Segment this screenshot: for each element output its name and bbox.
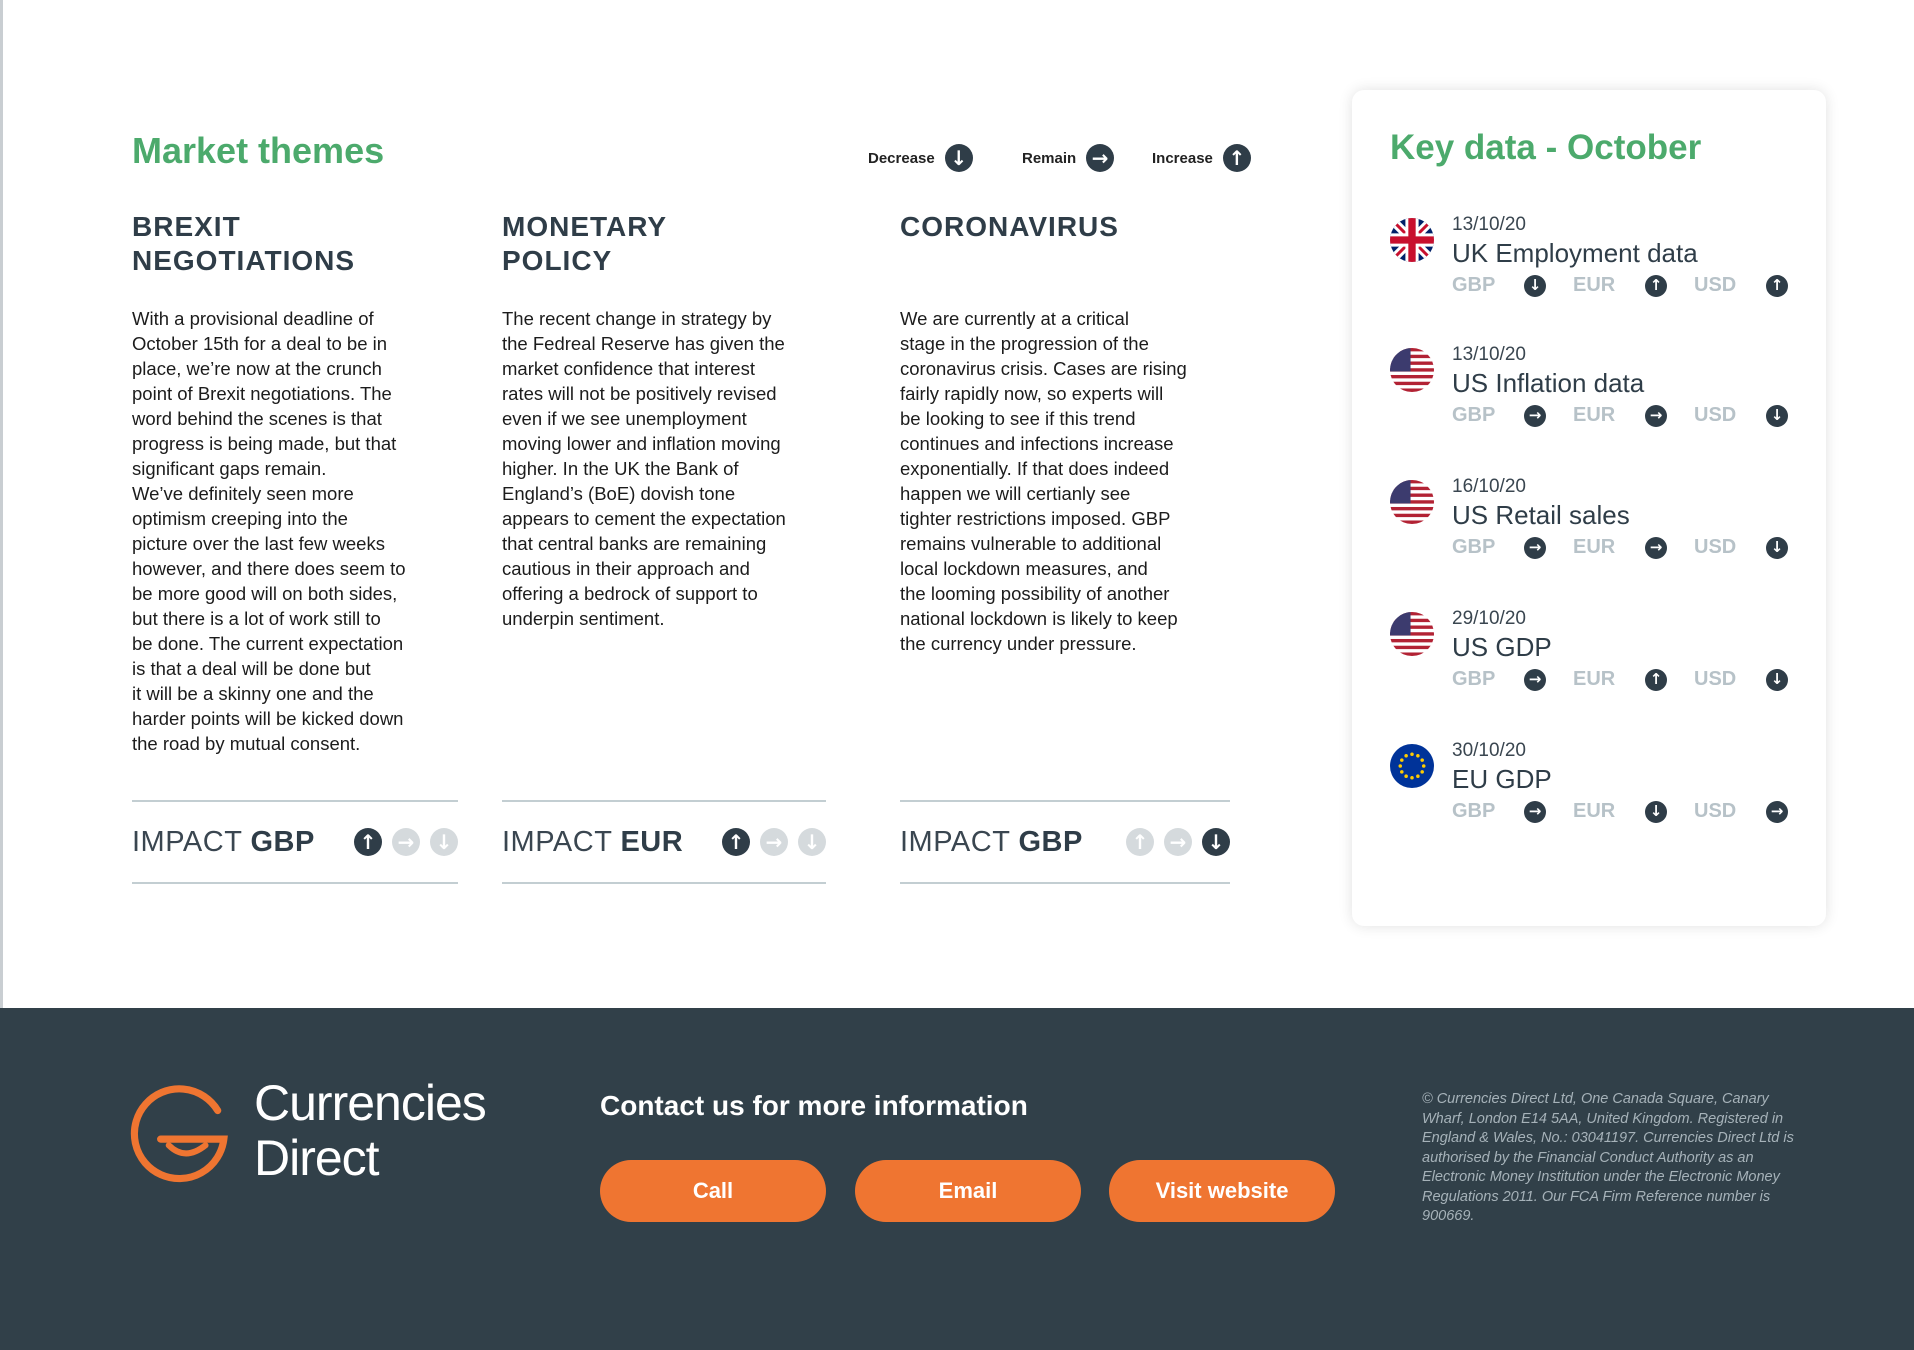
key-data-item: [1390, 740, 1810, 850]
theme-body-coronavirus: We are currently at a critical stage in the progression of the coronavirus crisis. Cases are rising fairly rapidly now, so experts will be looking to see if this trend continues and infections increase exponentially. If that does indeed happen we will certianly see tighter restrictions imposed. GBP remains vulnerable to additional local lockdown measures, and the looming possibility of another national lockdown is likely to keep the currency under pressure.: [900, 308, 1187, 654]
eu-flag-icon: [1390, 744, 1434, 788]
key-data-item: [1390, 608, 1810, 718]
impact-label: IMPACT GBP: [132, 825, 315, 858]
impact-row-coronavirus: [900, 800, 1230, 884]
theme-title: CORONAVIRUS: [900, 211, 1119, 242]
arrow-up-icon: ↑: [722, 828, 750, 856]
key-data-card: [1352, 90, 1826, 926]
us-flag-icon: [1390, 612, 1434, 656]
arrow-right-icon: →: [1766, 801, 1788, 823]
currencies-direct-logo: [130, 1076, 530, 1186]
key-data-date: 30/10/20: [1452, 740, 1526, 761]
key-data-name: UK Employment data: [1452, 238, 1698, 268]
key-data-currencies: GBP → EUR → USD ↓: [1452, 536, 1815, 559]
theme-coronavirus: [900, 210, 1119, 244]
arrow-down-icon: ↓: [430, 828, 458, 856]
arrow-down-icon: ↓: [1524, 275, 1546, 297]
theme-body-monetary-policy: The recent change in strategy by the Fedreal Reserve has given the market confidence that interest rates will not be positively revised even if we see unemployment moving lower and inflation moving higher. In the UK the Bank of England’s (BoE) dovish tone appears to cement the expectation that central banks are remaining cautious in their approach and offering a bedrock of support to underpin sentiment.: [502, 308, 786, 629]
key-data-currencies: GBP → EUR → USD ↓: [1452, 404, 1815, 427]
email-button[interactable]: Email: [855, 1160, 1081, 1222]
call-button[interactable]: Call: [600, 1160, 826, 1222]
theme-body-brexit: With a provisional deadline of October 15th for a deal to be in place, we’re now at the crunch point of Brexit negotiations. The word behind the scenes is that progress is being made, but that significant gaps remain. We’ve definitely seen more optimism creeping into the picture over the last few weeks however, and there does seem to be more good will on both sides, but there is a lot of work still to be done. The current expectation is that a deal will be done but it will be a skinny one and the harder points will be kicked down the road by mutual consent.: [132, 308, 406, 754]
arrow-up-icon: ↑: [1126, 828, 1154, 856]
theme-title: BREXIT NEGOTIATIONS: [132, 211, 356, 276]
uk-flag-icon: [1390, 218, 1434, 262]
key-data-date: 13/10/20: [1452, 214, 1526, 235]
key-data-name: EU GDP: [1452, 764, 1552, 794]
us-flag-icon: [1390, 348, 1434, 392]
arrow-up-icon: ↑: [1223, 144, 1251, 172]
key-data-item: [1390, 344, 1810, 454]
arrow-up-icon: ↑: [354, 828, 382, 856]
arrow-down-icon: ↓: [1766, 405, 1788, 427]
key-data-title: Key data - October: [1390, 128, 1702, 167]
arrow-down-icon: ↓: [1766, 537, 1788, 559]
arrow-right-icon: →: [760, 828, 788, 856]
arrow-right-icon: →: [1524, 801, 1546, 823]
impact-label: IMPACT GBP: [900, 825, 1083, 858]
key-data-date: 29/10/20: [1452, 608, 1526, 629]
impact-row-brexit: [132, 800, 458, 884]
theme-title: MONETARY POLICY: [502, 211, 668, 276]
arrow-right-icon: →: [1645, 537, 1667, 559]
logo-mark-icon: [130, 1082, 232, 1184]
legend-remain: [1022, 142, 1114, 174]
key-data-name: US GDP: [1452, 632, 1552, 662]
legend-remain-label: Remain: [1022, 149, 1077, 167]
theme-brexit: [132, 210, 355, 278]
arrow-down-icon: ↓: [1645, 801, 1667, 823]
arrow-up-icon: ↑: [1766, 275, 1788, 297]
key-data-date: 16/10/20: [1452, 476, 1526, 497]
arrow-right-icon: →: [1645, 405, 1667, 427]
key-data-date: 13/10/20: [1452, 344, 1526, 365]
impact-icons: [722, 828, 826, 856]
legend-decrease-label: Decrease: [868, 149, 935, 167]
key-data-item: [1390, 214, 1810, 324]
key-data-currencies: GBP → EUR ↑ USD ↓: [1452, 668, 1815, 691]
arrow-down-icon: ↓: [798, 828, 826, 856]
market-themes-title: Market themes: [132, 130, 385, 171]
visit-website-button[interactable]: Visit website: [1109, 1160, 1335, 1222]
arrow-up-icon: ↑: [1645, 275, 1667, 297]
arrow-right-icon: →: [1524, 405, 1546, 427]
impact-row-monetary-policy: [502, 800, 826, 884]
arrow-right-icon: →: [1524, 537, 1546, 559]
key-data-currencies: GBP → EUR ↓ USD →: [1452, 800, 1815, 823]
arrow-down-icon: ↓: [1766, 669, 1788, 691]
arrow-right-icon: →: [1524, 669, 1546, 691]
page-edge-line: [0, 0, 3, 1008]
arrow-right-icon: →: [1164, 828, 1192, 856]
logo-text: Currencies Direct: [254, 1075, 486, 1186]
arrow-right-icon: →: [1086, 144, 1114, 172]
contact-title: Contact us for more information: [600, 1090, 1028, 1121]
impact-icons: [354, 828, 458, 856]
key-data-currencies: GBP ↓ EUR ↑ USD ↑: [1452, 274, 1815, 297]
arrow-right-icon: →: [392, 828, 420, 856]
legend-increase-label: Increase: [1152, 149, 1213, 167]
theme-monetary-policy: [502, 210, 667, 278]
arrow-down-icon: ↓: [1202, 828, 1230, 856]
impact-icons: [1126, 828, 1230, 856]
arrow-down-icon: ↓: [945, 144, 973, 172]
key-data-name: US Inflation data: [1452, 368, 1645, 398]
legend-decrease: [868, 142, 973, 174]
footer: [0, 1008, 1914, 1350]
key-data-item: [1390, 476, 1810, 586]
impact-label: IMPACT EUR: [502, 825, 684, 858]
legal-text: © Currencies Direct Ltd, One Canada Square, Canary Wharf, London E14 5AA, United Kingdom. Registered in England & Wales, No.: 03041197. Currencies Direct Ltd is authorised by the Financial Conduct Authority as an Electronic Money Institution under the Electronic Money Regulations 2011. Our FCA Firm Reference number is 900669.: [1422, 1091, 1794, 1224]
legend-increase: [1152, 142, 1251, 174]
us-flag-icon: [1390, 480, 1434, 524]
key-data-name: US Retail sales: [1452, 500, 1630, 530]
arrow-up-icon: ↑: [1645, 669, 1667, 691]
